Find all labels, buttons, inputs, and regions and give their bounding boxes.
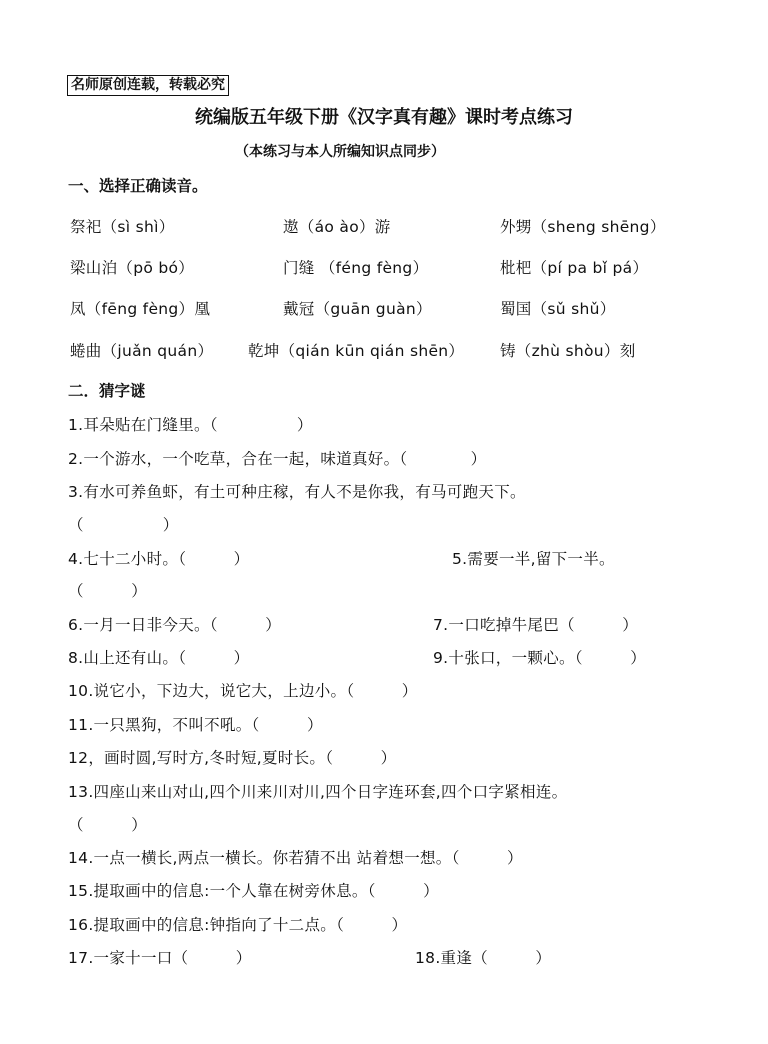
- riddle-question: 12，画时圆,写时方,冬时短,夏时长。（ ）: [68, 749, 397, 767]
- riddle-question: 6.一月一日非今天。（ ）: [68, 616, 282, 634]
- pinyin-item: 遨（áo ào）游: [283, 218, 391, 236]
- riddle-question: 16.提取画中的信息:钟指向了十二点。（ ）: [68, 916, 408, 934]
- riddle-question: 7.一口吃掉牛尾巴（ ）: [433, 616, 638, 634]
- pinyin-item: 蜷曲（juǎn quán）: [70, 342, 214, 360]
- riddle-question: 4.七十二小时。（ ）: [68, 550, 250, 568]
- pinyin-item: 枇杷（pí pa bǐ pá）: [500, 259, 649, 277]
- section2-heading: 二．猜字谜: [68, 381, 146, 400]
- riddle-question: 17.一家十一口（ ）: [68, 949, 252, 967]
- copyright-notice: 名师原创连载，转载必究: [67, 75, 229, 96]
- pinyin-item: 乾坤（qián kūn qián shēn）: [248, 342, 465, 360]
- pinyin-item: 戴冠（guān guàn）: [283, 300, 432, 318]
- riddle-question: 2.一个游水，一个吃草，合在一起，味道真好。（ ）: [68, 450, 487, 468]
- riddle-question: 10.说它小，下边大，说它大，上边小。（ ）: [68, 682, 418, 700]
- riddle-answer-blank: （ ）: [68, 582, 148, 600]
- riddle-question: 9.十张口，一颗心。（ ）: [433, 649, 647, 667]
- riddle-answer-blank: （ ）: [68, 516, 179, 534]
- pinyin-item: 铸（zhù shòu）刻: [500, 342, 636, 360]
- riddle-question: 3.有水可养鱼虾，有土可种庄稼，有人不是你我，有马可跑天下。: [68, 483, 526, 501]
- page-subtitle: （本练习与本人所编知识点同步）: [235, 144, 445, 160]
- page-title: 统编版五年级下册《汉字真有趣》课时考点练习: [195, 107, 573, 128]
- pinyin-item: 外甥（sheng shēng）: [500, 218, 666, 236]
- riddle-question: 14.一点一横长,两点一横长。你若猜不出 站着想一想。（ ）: [68, 849, 523, 867]
- riddle-question: 8.山上还有山。（ ）: [68, 649, 250, 667]
- riddle-question: 15.提取画中的信息:一个人靠在树旁休息。（ ）: [68, 882, 439, 900]
- section1-heading: 一、选择正确读音。: [68, 176, 208, 195]
- pinyin-item: 蜀国（sǔ shǔ）: [500, 300, 616, 318]
- riddle-question: 5.需要一半,留下一半。: [452, 550, 615, 568]
- pinyin-item: 凤（fēng fèng）凰: [70, 300, 211, 318]
- riddle-question: 11.一只黑狗，不叫不吼。（ ）: [68, 716, 323, 734]
- riddle-question: 1.耳朵贴在门缝里。（ ）: [68, 416, 313, 434]
- pinyin-item: 梁山泊（pō bó）: [70, 259, 195, 277]
- riddle-question: 13.四座山来山对山,四个川来川对川,四个日字连环套,四个口字紧相连。: [68, 783, 568, 801]
- pinyin-item: 门缝 （féng fèng）: [283, 259, 429, 277]
- pinyin-item: 祭祀（sì shì）: [70, 218, 175, 236]
- riddle-question: 18.重逢（ ）: [415, 949, 552, 967]
- riddle-answer-blank: （ ）: [68, 816, 148, 834]
